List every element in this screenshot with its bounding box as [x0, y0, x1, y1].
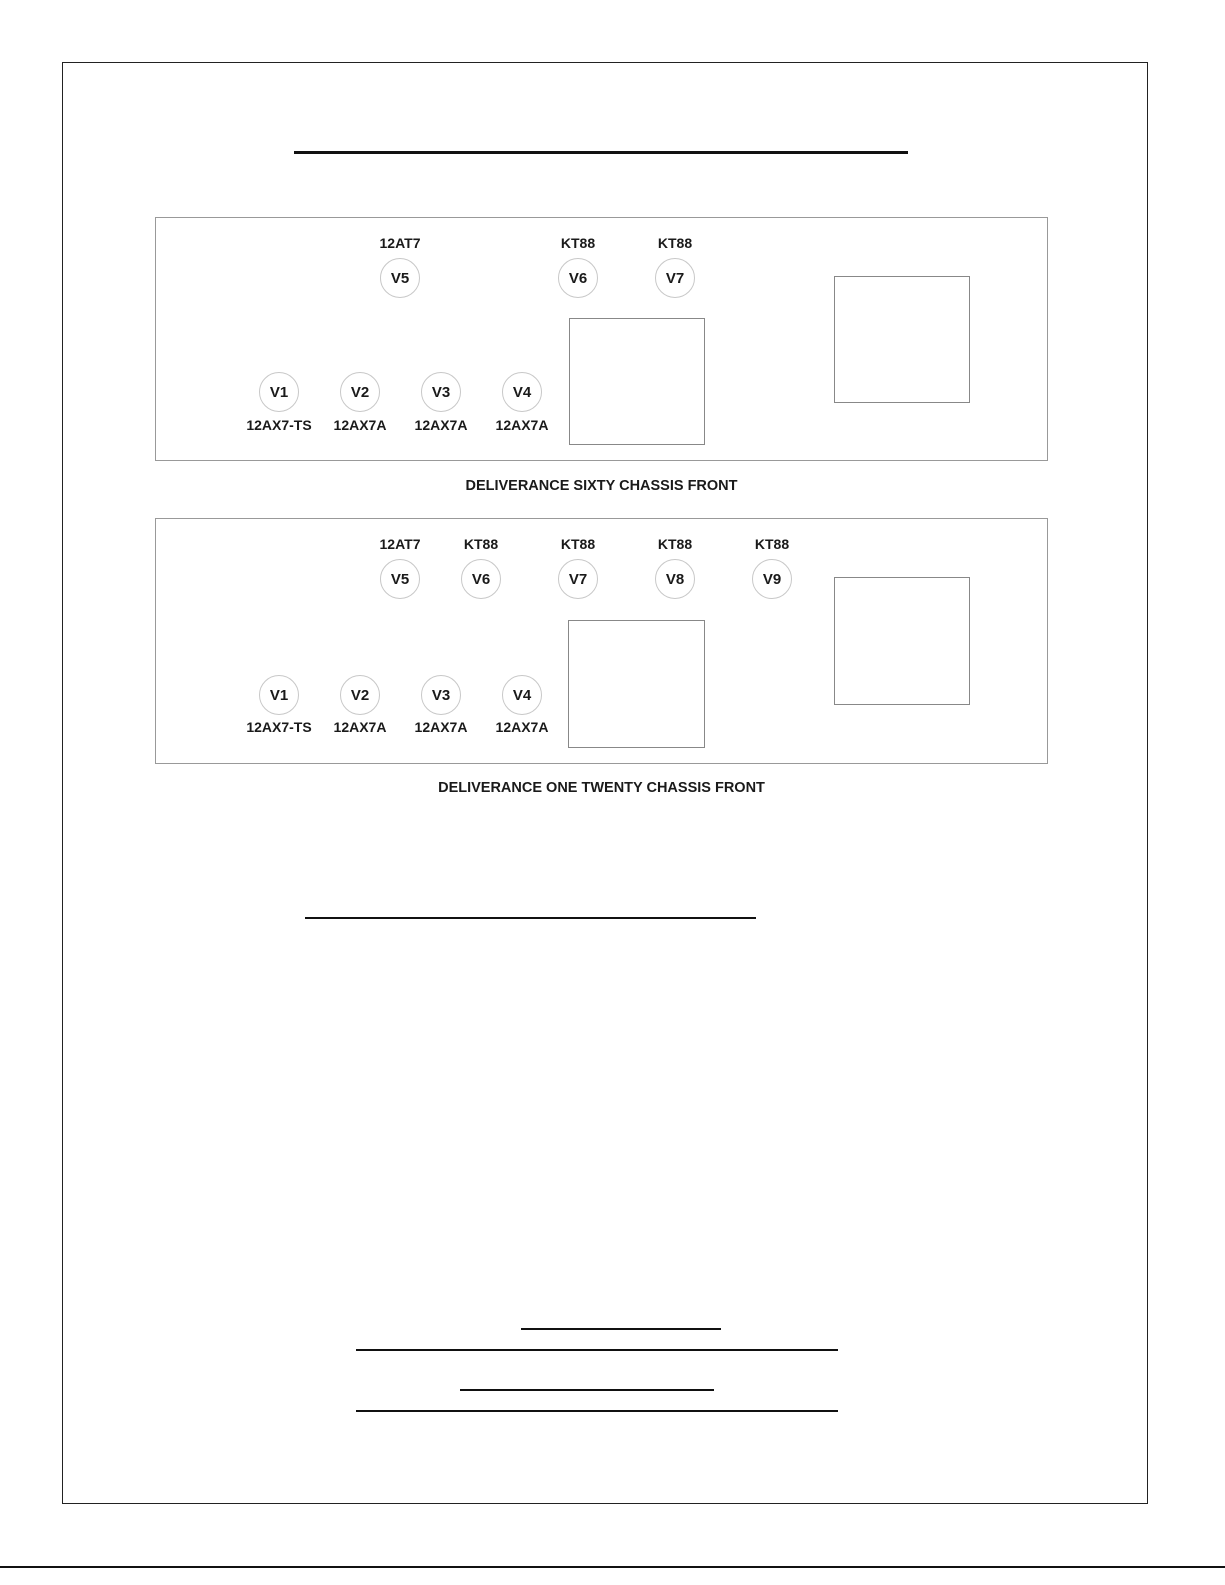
transformer-outline: [834, 577, 970, 705]
tube-socket: V7: [655, 258, 695, 298]
section-rule: [305, 917, 756, 919]
tube-socket: V5: [380, 559, 420, 599]
tube-type-label: 12AX7-TS: [246, 417, 312, 433]
transformer-outline: [834, 276, 970, 403]
tube-socket: V3: [421, 372, 461, 412]
tube-type-label: KT88: [754, 536, 790, 552]
chassis-60-panel: [155, 217, 1048, 461]
chassis-60-caption: DELIVERANCE SIXTY CHASSIS FRONT: [465, 478, 738, 494]
tube-socket: V6: [461, 559, 501, 599]
tube-type-label: 12AX7A: [333, 719, 387, 735]
tube-socket: V1: [259, 675, 299, 715]
tube-socket: V7: [558, 559, 598, 599]
tube-type-label: KT88: [560, 235, 596, 251]
tube-socket: V2: [340, 372, 380, 412]
tube-socket: V2: [340, 675, 380, 715]
tube-type-label: KT88: [657, 235, 693, 251]
tube-type-label: 12AX7A: [414, 719, 468, 735]
signature-rule: [460, 1389, 714, 1391]
signature-rule: [356, 1410, 838, 1412]
tube-type-label: 12AX7A: [495, 719, 549, 735]
signature-rule: [521, 1328, 721, 1330]
tube-type-label: 12AX7A: [495, 417, 549, 433]
tube-type-label: KT88: [560, 536, 596, 552]
tube-socket: V4: [502, 372, 542, 412]
tube-type-label: 12AT7: [379, 235, 421, 251]
tube-type-label: KT88: [657, 536, 693, 552]
tube-socket: V8: [655, 559, 695, 599]
tube-socket: V6: [558, 258, 598, 298]
tube-type-label: 12AX7A: [333, 417, 387, 433]
tube-type-label: 12AX7A: [414, 417, 468, 433]
tube-type-label: 12AT7: [379, 536, 421, 552]
bottom-page-edge: [0, 1566, 1225, 1568]
transformer-outline: [569, 318, 705, 445]
title-rule: [294, 151, 908, 154]
chassis-120-panel: [155, 518, 1048, 764]
tube-socket: V1: [259, 372, 299, 412]
tube-socket: V5: [380, 258, 420, 298]
signature-rule: [356, 1349, 838, 1351]
chassis-120-caption: DELIVERANCE ONE TWENTY CHASSIS FRONT: [438, 780, 765, 796]
tube-socket: V3: [421, 675, 461, 715]
tube-type-label: KT88: [463, 536, 499, 552]
tube-type-label: 12AX7-TS: [246, 719, 312, 735]
tube-socket: V9: [752, 559, 792, 599]
tube-socket: V4: [502, 675, 542, 715]
transformer-outline: [568, 620, 705, 748]
